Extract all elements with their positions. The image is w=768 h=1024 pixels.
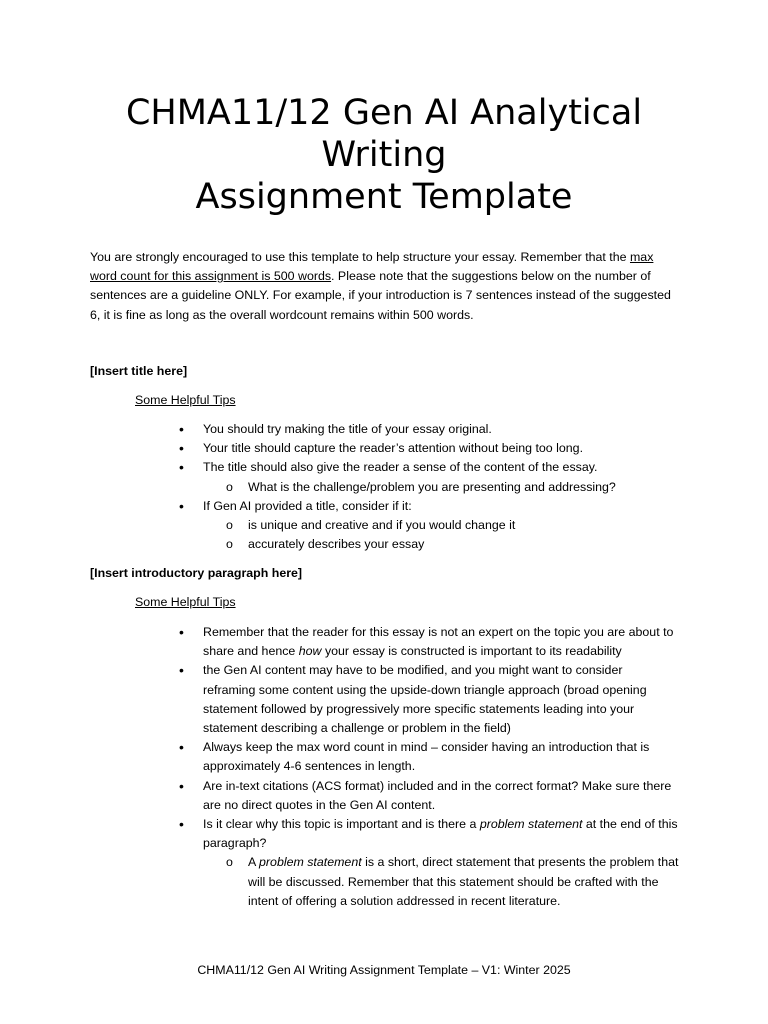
intro-tips-list xyxy=(0,623,678,911)
intro-paragraph xyxy=(90,248,680,325)
sub-list xyxy=(203,853,678,911)
title-line-3: Assignment Template xyxy=(195,177,573,217)
sub-list-item-text: A xyxy=(248,855,260,870)
title-tips-label: Some Helpful Tips xyxy=(135,393,236,407)
sub-list-item xyxy=(248,853,680,911)
sub-list-item: o is unique and creative and if you would change it xyxy=(248,516,680,535)
word-count-note: max word count for this assignment is 500 words xyxy=(90,250,654,284)
list-item-text: your essay is constructed is important to its readability xyxy=(321,644,622,659)
intro-text-2: . Please note that the suggestions below on the number of sentences are a guideline ONLY. For example, if your introduction is 7 sentences instead of the suggested 6, it is fine as long as the overall wordcount remains within 500 words. xyxy=(90,269,671,322)
intro-tips-label: Some Helpful Tips xyxy=(135,595,236,609)
list-item: • Your title should capture the reader’s attention without being too long. xyxy=(203,439,678,458)
title-section-heading: [Insert title here] xyxy=(90,364,188,378)
title-line-1: CHMA11/12 Gen AI Analytical xyxy=(125,93,643,133)
list-item: • the Gen AI content may have to be modified, and you might want to consider reframing some content using the upside-down triangle approach (broad opening statement followed by progressively more specific statements leading into your statement describing a challenge or problem in the field) xyxy=(203,661,678,738)
sub-list xyxy=(203,478,678,497)
document-title xyxy=(60,92,708,218)
list-item-emphasis: how xyxy=(298,644,322,659)
list-item-emphasis: problem statement xyxy=(479,817,583,832)
page-footer: CHMA11/12 Gen AI Writing Assignment Template – V1: Winter 2025 xyxy=(197,963,571,977)
sub-list-item: o What is the challenge/problem you are presenting and addressing? xyxy=(248,478,680,497)
sub-list-item-emphasis: problem statement xyxy=(259,855,362,870)
title-tips-list xyxy=(0,420,678,554)
list-item-text: Remember that the reader for this essay is not an expert on the topic you are about to share and hence xyxy=(203,625,674,659)
sub-list xyxy=(203,516,678,554)
intro-section-heading: [Insert introductory paragraph here] xyxy=(90,566,303,580)
sub-list-item-text: is a short, direct statement that presents the problem that will be discussed. Remember that this statement should be crafted with the intent of offering a solution addressed in recent literature. xyxy=(248,855,679,908)
list-item: • Always keep the max word count in mind – consider having an introduction that is approximately 4-6 sentences in length. xyxy=(203,738,678,776)
sub-list-item: o accurately describes your essay xyxy=(248,535,680,554)
list-item xyxy=(203,458,678,496)
list-item xyxy=(203,623,678,661)
list-item-text: at the end of this paragraph? xyxy=(203,817,678,851)
list-item-text: The title should also give the reader a sense of the content of the essay. xyxy=(203,460,598,475)
intro-text-1: You are strongly encouraged to use this template to help structure your essay. Remember that the xyxy=(90,250,630,264)
list-item: • You should try making the title of your essay original. xyxy=(203,420,678,439)
list-item-text: Is it clear why this topic is important and is there a xyxy=(203,817,480,832)
list-item xyxy=(203,815,678,911)
title-line-2: Writing xyxy=(321,135,447,175)
list-item-text: If Gen AI provided a title, consider if it: xyxy=(203,498,412,513)
list-item xyxy=(203,497,678,555)
list-item: • Are in-text citations (ACS format) included and in the correct format? Make sure there are no direct quotes in the Gen AI content. xyxy=(203,777,678,815)
